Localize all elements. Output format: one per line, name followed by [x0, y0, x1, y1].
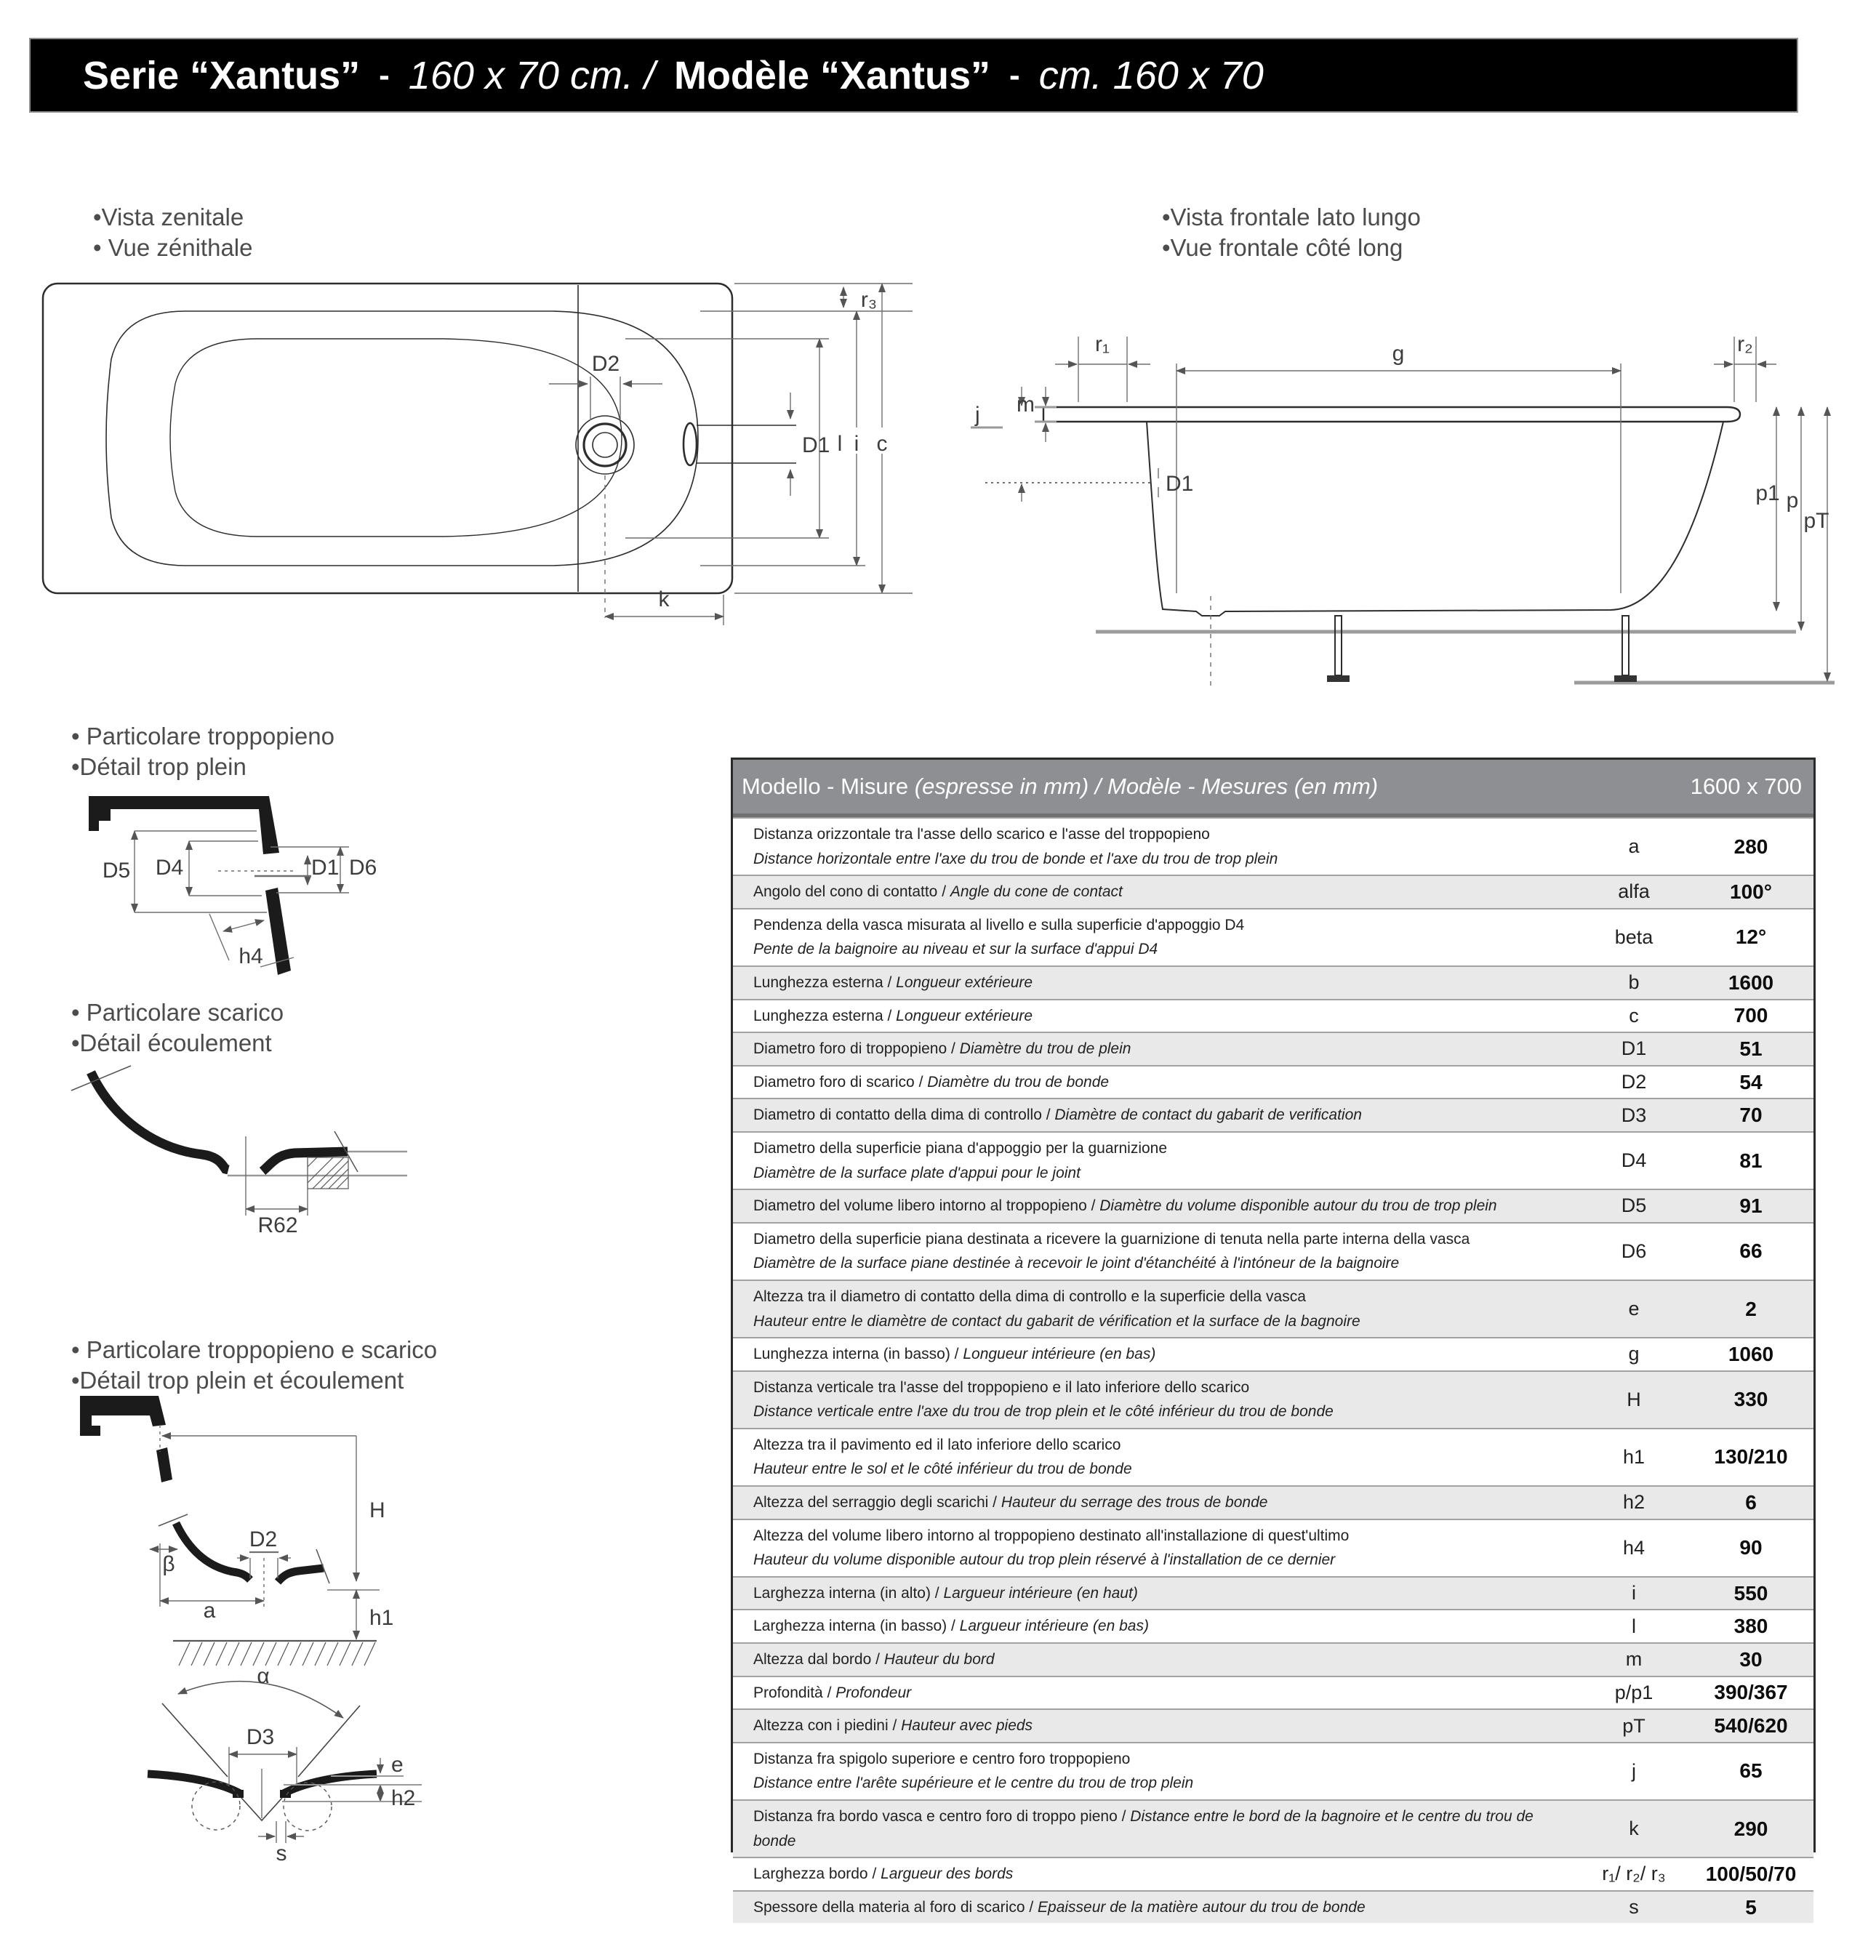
front-view-title-it: •Vista frontale lato lungo	[1162, 204, 1421, 230]
tub-wall-section	[91, 1072, 228, 1170]
row-description: Distanza fra spigolo superiore e centro foro troppopieno Distance entre l'arête supérieure et le centre du trou de trop plein	[753, 1750, 1194, 1792]
row-symbol: D3	[1621, 1104, 1647, 1126]
tub-inner-rim	[106, 311, 698, 566]
table-row	[733, 908, 1813, 965]
overflow-detail-title-fr: •Détail trop plein	[71, 753, 246, 780]
foot-leg	[1622, 616, 1629, 675]
row-description: Larghezza interna (in alto) / Largueur intérieure (en haut)	[753, 1584, 1138, 1602]
table-row	[733, 1485, 1813, 1519]
row-symbol: j	[1632, 1759, 1636, 1782]
row-symbol: D1	[1621, 1037, 1647, 1060]
row-description: Distanza verticale tra l'asse del troppopieno e il lato inferiore dello scarico Distance verticale entre l'axe du trou de trop plein et le côté inférieur du trou de bonde	[753, 1378, 1334, 1421]
table-row	[733, 1519, 1813, 1576]
row-description: Larghezza interna (in basso) / Largueur intérieure (en bas)	[753, 1618, 1149, 1635]
row-value: 540/620	[1714, 1714, 1788, 1738]
rim-profile	[1043, 407, 1740, 422]
dim-label-c: c	[876, 432, 888, 456]
row-description: Distanza orizzontale tra l'asse dello scarico e l'asse del troppopieno Distance horizontale entre l'axe du trou de bonde et l'axe du trou de trop plein	[753, 826, 1278, 867]
table-row	[733, 1708, 1813, 1742]
dim-label-m: m	[1017, 393, 1035, 417]
dash: -	[1009, 57, 1020, 93]
table-row	[733, 965, 1813, 999]
row-description: Diametro del volume libero intorno al troppopieno / Diamètre du volume disponible autour du trou de trop plein	[753, 1197, 1497, 1215]
row-symbol: D5	[1621, 1194, 1647, 1217]
wall-curve-section	[176, 1523, 250, 1580]
dim-label-s: s	[276, 1841, 287, 1865]
row-value: 1060	[1728, 1342, 1774, 1365]
overflow-drain-detail-title	[71, 1335, 437, 1396]
row-description: Diametro foro di troppopieno / Diamètre du trou de plein	[753, 1040, 1131, 1058]
tub-floor-section	[262, 1152, 348, 1171]
row-symbol: h1	[1622, 1445, 1645, 1468]
dim-label-h4: h4	[238, 944, 263, 968]
row-value: 380	[1733, 1615, 1768, 1638]
dim-label-i: i	[854, 432, 859, 456]
dim-label-d2: D2	[249, 1527, 278, 1551]
drain-detail-title	[71, 997, 284, 1059]
row-description: Altezza del serraggio degli scarichi / Hauteur du serrage des trous de bonde	[753, 1494, 1268, 1511]
table-row	[733, 1337, 1813, 1370]
row-value: 2	[1745, 1297, 1757, 1320]
floor-section	[278, 1568, 324, 1582]
row-value: 390/367	[1714, 1681, 1788, 1704]
row-symbol: e	[1628, 1298, 1640, 1320]
row-symbol: a	[1628, 835, 1640, 858]
row-symbol: m	[1625, 1648, 1643, 1671]
row-value: 30	[1739, 1647, 1763, 1671]
drain-detail-title-fr: •Détail écoulement	[71, 1029, 272, 1056]
ground-hatch	[179, 1642, 375, 1666]
table-row	[733, 875, 1813, 908]
dim-label-d1: D1	[802, 433, 830, 457]
top-view-title	[93, 202, 252, 263]
top-view-title-it: •Vista zenitale	[93, 204, 244, 230]
table-row	[733, 817, 1813, 875]
dim-label-pt: pT	[1803, 509, 1829, 533]
row-symbol: i	[1632, 1582, 1636, 1604]
table-row	[733, 1131, 1813, 1189]
dim-label-r62: R62	[257, 1213, 298, 1237]
row-value: 290	[1733, 1817, 1768, 1840]
row-description: Lunghezza interna (in basso) / Longueur intérieure (en bas)	[753, 1346, 1156, 1363]
dim-label-j: j	[975, 403, 980, 427]
row-description: Altezza tra il pavimento ed il lato inferiore dello scarico Hauteur entre le sol et le côté inférieur du trou de bonde	[753, 1436, 1132, 1478]
gasket-hatch	[308, 1157, 348, 1189]
table-row	[733, 1642, 1813, 1676]
row-symbol: s	[1629, 1896, 1639, 1919]
table-row	[733, 1280, 1813, 1337]
row-symbol: p/p1	[1614, 1681, 1653, 1703]
row-symbol: r₁/ r₂/ r₃	[1602, 1863, 1666, 1885]
row-value: 100/50/70	[1705, 1862, 1797, 1885]
row-value: 90	[1739, 1536, 1763, 1559]
front-view-drawing	[971, 282, 1876, 707]
row-symbol: pT	[1622, 1714, 1645, 1737]
drain-hole-inner	[593, 433, 617, 457]
dim-label-d1: D1	[311, 856, 340, 880]
row-value: 550	[1733, 1581, 1768, 1604]
dim-label-d4: D4	[155, 856, 184, 880]
row-value: 100°	[1730, 880, 1772, 903]
row-description: Angolo del cono di contatto / Angle du cone de contact	[753, 883, 1123, 901]
row-value: 1600	[1728, 971, 1774, 994]
overflow-detail-title-it: • Particolare troppopieno	[71, 723, 334, 750]
row-symbol: D4	[1621, 1149, 1647, 1172]
table-header-size: 1600 x 700	[1690, 774, 1802, 799]
row-description: Larghezza bordo / Largueur des bords	[753, 1865, 1014, 1883]
overflow-hole	[684, 423, 697, 465]
table-row	[733, 1428, 1813, 1485]
front-view-title-fr: •Vue frontale côté long	[1162, 234, 1403, 261]
foot-leg	[1335, 616, 1342, 675]
rim-section	[89, 796, 279, 854]
dim-label-beta: β	[162, 1552, 175, 1576]
rim-section	[80, 1396, 166, 1436]
measures-table	[731, 758, 1816, 1919]
row-symbol: D2	[1621, 1071, 1647, 1093]
row-symbol: b	[1628, 971, 1640, 994]
row-value: 65	[1739, 1759, 1763, 1783]
row-symbol: alfa	[1618, 880, 1650, 903]
row-symbol: c	[1629, 1004, 1639, 1027]
overflow-detail-title	[71, 721, 334, 782]
table-header-title	[742, 774, 1378, 800]
row-symbol: g	[1628, 1343, 1640, 1365]
dim-label-d3: D3	[246, 1725, 275, 1749]
dim-label-alpha: α	[257, 1664, 270, 1688]
row-value: 130/210	[1714, 1445, 1788, 1469]
row-value: 66	[1739, 1240, 1763, 1263]
top-view-title-fr: • Vue zénithale	[93, 234, 253, 261]
dim-label-r2: r₂	[1737, 332, 1753, 356]
row-value: 280	[1733, 835, 1768, 858]
dim-label-h: H	[369, 1498, 385, 1522]
table-row	[733, 1189, 1813, 1222]
tub-floor-contour	[170, 339, 622, 537]
dim-label-a: a	[203, 1599, 216, 1623]
row-value: 51	[1739, 1037, 1763, 1060]
table-row	[733, 1742, 1813, 1799]
table-row	[733, 1609, 1813, 1642]
series-size: 160 x 70 cm. /	[408, 53, 655, 97]
drain-hole-mid	[584, 424, 626, 466]
dash: -	[379, 57, 390, 93]
table-row	[733, 1098, 1813, 1131]
row-value: 70	[1739, 1104, 1763, 1127]
model-size: cm. 160 x 70	[1038, 53, 1264, 97]
dim-label-g: g	[1392, 342, 1405, 366]
overflow-drain-detail-title-it: • Particolare troppopieno e scarico	[71, 1336, 438, 1363]
row-description: Diametro di contatto della dima di controllo / Diamètre de contact du gabarit de verification	[753, 1106, 1362, 1124]
foot-base	[1614, 675, 1637, 682]
series-name: Serie “Xantus”	[83, 53, 361, 97]
drain-detail-drawing	[44, 1061, 407, 1243]
row-value: 330	[1733, 1388, 1768, 1411]
table-row	[733, 1065, 1813, 1099]
row-value: 54	[1739, 1070, 1763, 1093]
row-symbol: D6	[1621, 1240, 1647, 1262]
row-description: Distanza fra bordo vasca e centro foro di troppo pieno / Distance entre le bord de la bagnoire et le centre du trou de bonde	[753, 1808, 1534, 1849]
dim-label-p: p	[1786, 489, 1799, 513]
foot-base	[1327, 675, 1350, 682]
dim-label-d2: D2	[591, 352, 620, 376]
table-row	[733, 1676, 1813, 1709]
row-description: Lunghezza esterna / Longueur extérieure	[753, 973, 1033, 991]
table-header-title-italic: (espresse in mm) / Modèle - Mesures (en mm)	[914, 774, 1379, 799]
row-symbol: H	[1627, 1388, 1641, 1410]
gabarit-circle	[192, 1782, 240, 1830]
row-description: Altezza con i piedini / Hauteur avec pieds	[753, 1717, 1033, 1735]
dim-label-e: e	[391, 1753, 404, 1777]
dim-label-h1: h1	[369, 1606, 394, 1630]
row-value: 5	[1745, 1895, 1757, 1919]
table-row	[733, 1857, 1813, 1890]
row-description: Lunghezza esterna / Longueur extérieure	[753, 1007, 1033, 1024]
row-symbol: h4	[1622, 1536, 1645, 1559]
row-description: Diametro della superficie piana destinata a ricevere la guarnizione di tenuta nella parte interna della vasca Diamètre de la surface piane destinée à recevoir le joint d'étanchéité à l'intóneur de la baignoire	[753, 1230, 1470, 1272]
table-row	[733, 1576, 1813, 1610]
row-symbol: h2	[1622, 1491, 1645, 1514]
table-row	[733, 999, 1813, 1032]
dim-label-r1: r₁	[1094, 332, 1110, 356]
row-description: Diametro foro di scarico / Diamètre du trou de bonde	[753, 1073, 1110, 1091]
row-description: Spessore della materia al foro di scarico / Epaisseur de la matière autour du trou de bonde	[753, 1898, 1366, 1916]
row-description: Pendenza della vasca misurata al livello e sulla superficie d'appoggio D4 Pente de la baignoire au niveau et sur la surface d'appui D4	[753, 916, 1245, 958]
overflow-wall-section	[156, 1447, 172, 1482]
bowl-profile	[1147, 422, 1723, 616]
overflow-drain-detail-title-fr: •Détail trop plein et écoulement	[71, 1367, 404, 1394]
table-header-title-normal: Modello - Misure	[742, 774, 915, 799]
dim-label-l: l	[837, 432, 843, 456]
overflow-detail-drawing	[44, 789, 393, 985]
title-bar	[29, 38, 1798, 113]
table-row	[733, 1222, 1813, 1280]
table-row	[733, 1890, 1813, 1924]
dim-label-r3: r₃	[860, 288, 878, 312]
model-name: Modèle “Xantus”	[673, 53, 991, 97]
row-value: 12°	[1735, 925, 1767, 949]
dim-label-d6: D6	[349, 856, 377, 880]
table-header	[733, 760, 1813, 817]
overflow-drain-detail-drawing	[44, 1392, 451, 1872]
dim-label-d5: D5	[102, 859, 131, 883]
row-description: Altezza del volume libero intorno al troppopieno destinato all'installazione di quest'ultimo Hauteur du volume disponible autour du trop plein réservé à l'installation de ce dernier	[753, 1527, 1350, 1569]
dim-label-h2: h2	[391, 1786, 416, 1810]
row-symbol: l	[1632, 1615, 1636, 1637]
dim-label-p1: p1	[1755, 481, 1780, 505]
tub-outer-rim	[43, 284, 732, 593]
dim-label-d1: D1	[1166, 472, 1194, 496]
row-value: 700	[1733, 1004, 1768, 1027]
table-row	[733, 1799, 1813, 1857]
drain-detail-title-it: • Particolare scarico	[71, 999, 284, 1026]
row-value: 91	[1739, 1194, 1763, 1217]
front-view-title	[1162, 202, 1421, 263]
row-symbol: k	[1629, 1818, 1639, 1840]
row-value: 81	[1739, 1149, 1763, 1172]
row-description: Altezza dal bordo / Hauteur du bord	[753, 1651, 995, 1668]
row-description: Profondità / Profondeur	[753, 1684, 912, 1701]
table-row	[733, 1032, 1813, 1065]
row-symbol: beta	[1614, 925, 1653, 948]
dim-label-k: k	[658, 587, 670, 611]
row-value: 6	[1745, 1490, 1757, 1514]
row-description: Diametro della superficie piana d'appoggio per la guarnizione Diamètre de la surface plate d'appui pour le joint	[753, 1139, 1168, 1181]
top-view-drawing	[40, 278, 920, 645]
table-row	[733, 1370, 1813, 1428]
row-description: Altezza tra il diametro di contatto della dima di controllo e la superficie della vasca Hauteur entre le diamètre de contact du gabarit de vérification et la surface de la bagnoire	[753, 1288, 1360, 1330]
